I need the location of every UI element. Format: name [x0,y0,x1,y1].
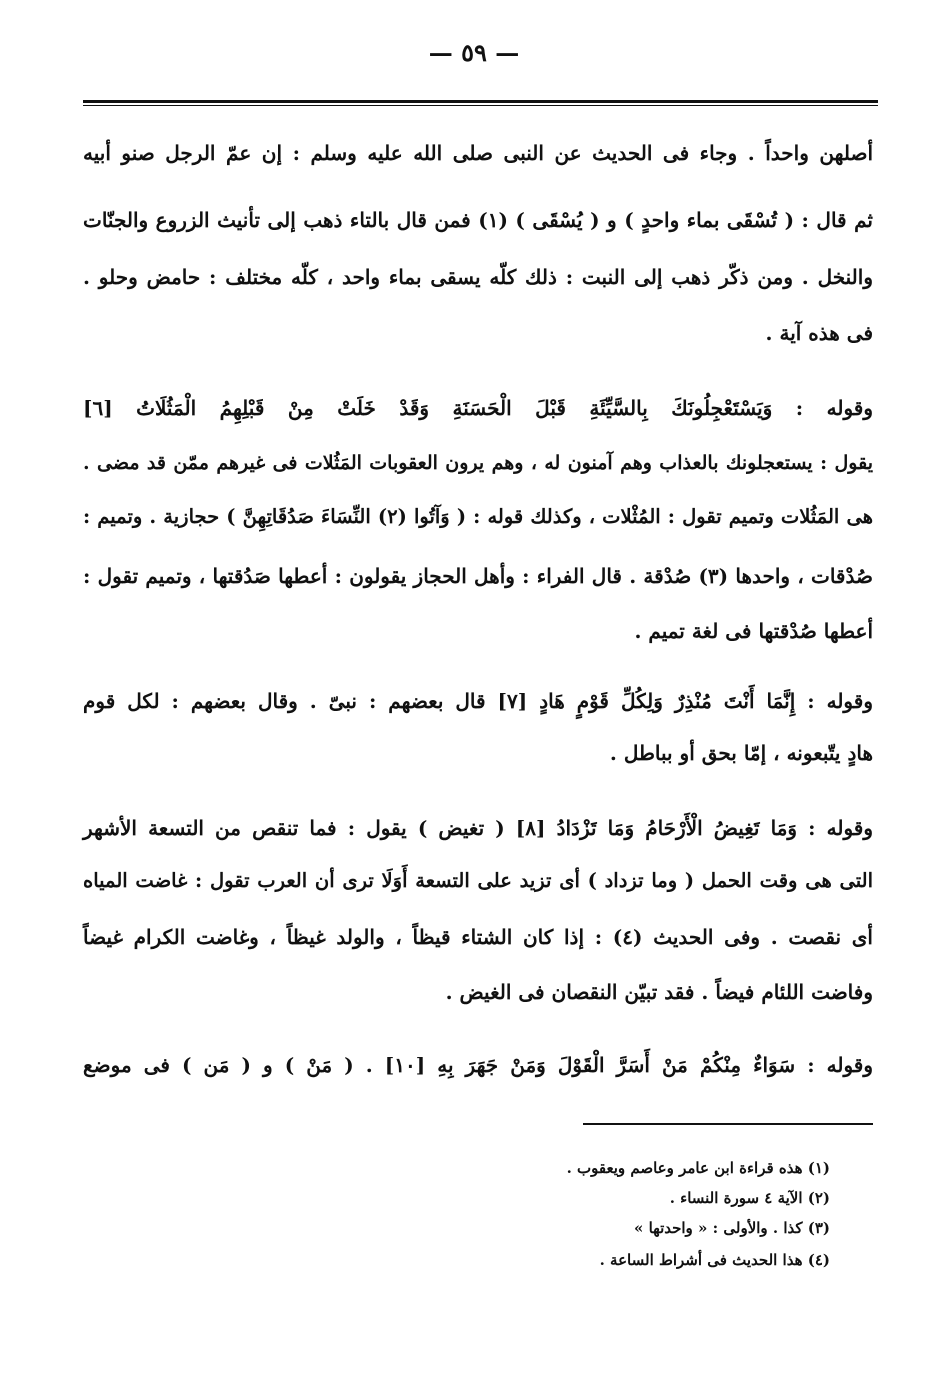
footnote: (٤) هذا الحديث فى أشراط الساعة . [599,1251,830,1269]
footnote-rule [583,1123,873,1125]
footnote: (٣) كذا . والأولى : « واحدتها » [633,1219,830,1237]
body-line: هى المَثُلات وتميم تقول : المُثْلات ، وكذلك قوله : ( وَآتُوا (٢) النِّسَاءَ صَدُقَاتِهِنَّ ) حجازية . وتميم : [83,505,873,528]
body-line: والنخل . ومن ذكّر ذهب إلى النبت : ذلك كلّه يسقى بماء واحد ، كلّه مختلف : حامض وحلو . [83,265,873,289]
body-line: هادٍ يتّبعونه ، إمّا بحق أو بباطل . [609,741,873,765]
header-rule-thin [83,105,878,106]
body-line: فى هذه آية . [765,321,873,345]
footnote: (٢) الآية ٤ سورة النساء . [669,1189,830,1207]
body-line: وقوله : وَيَسْتَعْجِلُونَكَ بِالسَّيِّئَةِ قَبْلَ الْحَسَنَةِ وَقَدْ خَلَتْ مِنْ قَبْلِهِمُ الْمَثُلَاتُ [٦] [83,396,873,420]
body-line: التى هى وقت الحمل ( وما تزداد ) أى تزيد على التسعة أَوَلَا ترى أن العرب تقول : غاضت المياه [83,869,873,892]
body-line: يقول : يستعجلونك بالعذاب وهم آمنون له ، وهم يرون العقوبات المَثُلات فى غيرهم ممّن قد مضى . [83,452,873,474]
body-line: وقوله : وَمَا تَغِيضُ الْأَرْحَامُ وَمَا تَزْدَادُ [٨] ( تغيض ) يقول : فما تنقص من التسعة الأشهر [83,816,873,840]
body-line: صُدْقات ، واحدها (٣) صُدْقة . قال الفراء : وأهل الحجاز يقولون : أعطها صَدُقتها ، وتميم تقول : [83,564,873,588]
page-number: — ٥٩ — [428,38,520,67]
body-line: وقوله : سَوَاءٌ مِنْكُمْ مَنْ أَسَرَّ الْقَوْلَ وَمَنْ جَهَرَ بِهِ [١٠] . ( مَنْ ) و ( مَن ) فى موضع [83,1053,873,1077]
footnote: (١) هذه قراءة ابن عامر وعاصم ويعقوب . [566,1159,830,1177]
body-line: أعطها صُدْقتها فى لغة تميم . [634,619,873,643]
body-line: ثم قال : ( تُسْقَى بماء واحدٍ ) و ( يُسْقَى ) (١) فمن قال بالتاء ذهب إلى تأنيث الزروع والجنّات [83,208,873,232]
body-line: أى نقصت . وفى الحديث (٤) : إذا كان الشتاء قيظاً ، والولد غيظاً ، وغاضت الكرام غيضاً [83,925,873,949]
body-line: وقوله : إِنَّمَا أَنْتَ مُنْذِرٌ وَلِكُلِّ قَوْمٍ هَادٍ [٧] قال بعضهم : نبىّ . وقال بعضهم : لكل قوم [83,689,873,713]
body-line: أصلهن واحداً . وجاء فى الحديث عن النبى صلى الله عليه وسلم : إن عمّ الرجل صنو أبيه [83,141,873,165]
header-rule [83,100,878,103]
body-line: وفاضت اللئام فيضاً . فقد تبيّن النقصان فى الغيض . [445,980,873,1004]
